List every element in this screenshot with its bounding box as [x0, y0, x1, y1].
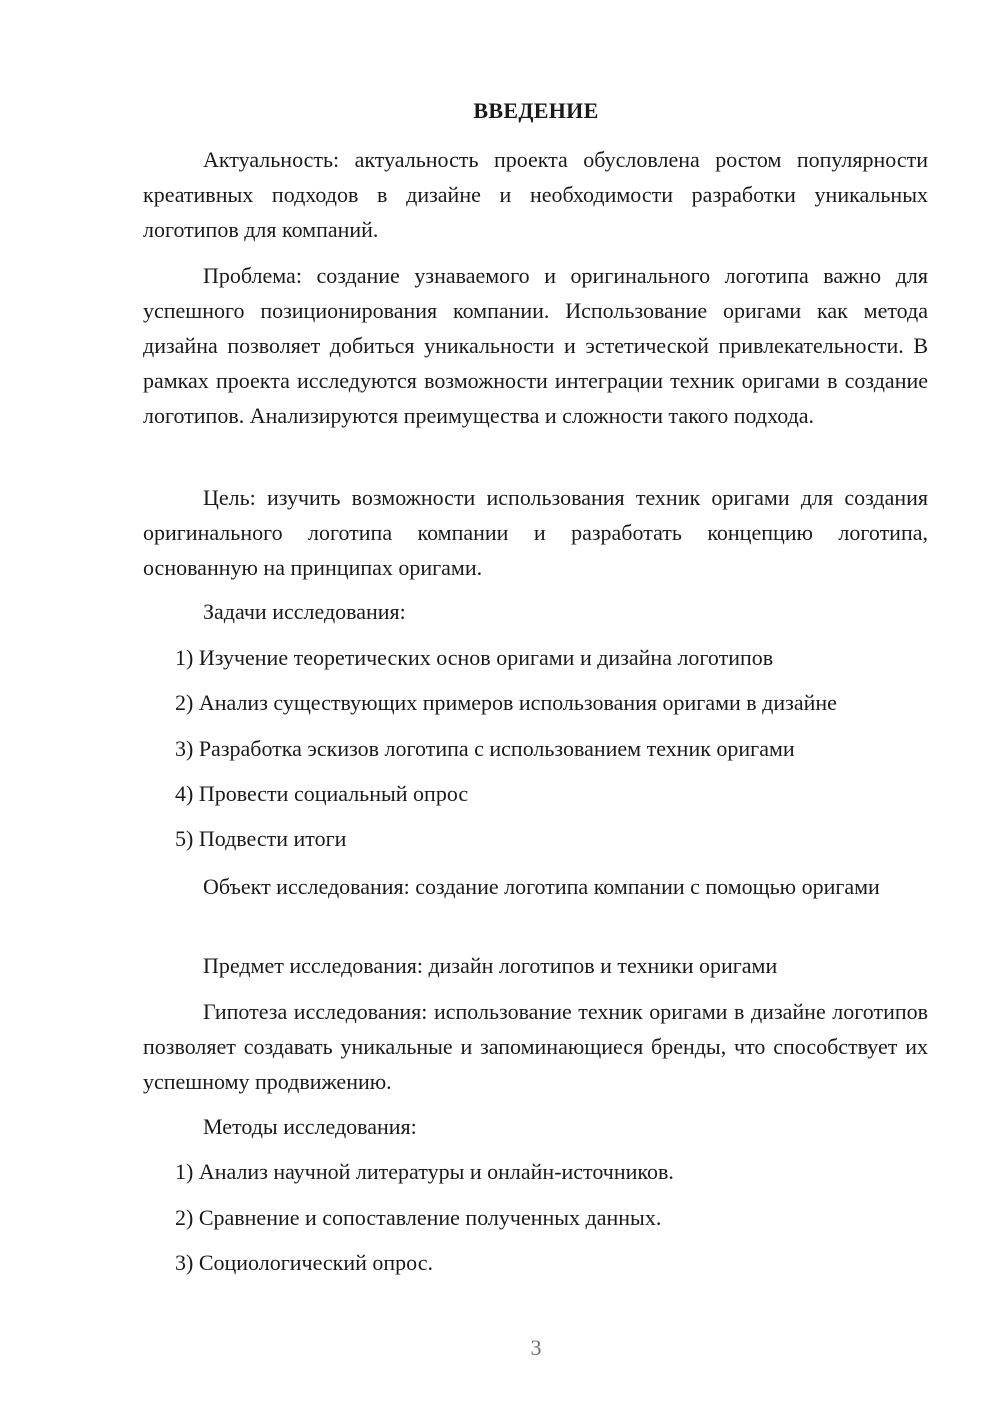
relevance-paragraph: Актуальность: актуальность проекта обусловлена ростом популярности креативных подходов в дизайне и необходимости разработки уникальных логотипов для компаний. — [143, 147, 928, 242]
method-item: 3) Социологический опрос. — [175, 1250, 433, 1275]
page-number: 3 — [530, 1335, 542, 1360]
task-item: 1) Изучение теоретических основ оригами и дизайна логотипов — [175, 645, 774, 670]
task-item: 2) Анализ существующих примеров использования оригами в дизайне — [175, 690, 837, 715]
problem-paragraph: Проблема: создание узнаваемого и оригинального логотипа важно для успешного позиционирования компании. Использование оригами как метода дизайна позволяет добиться уникальности и эстетической привлекательности. В рамках проекта исследуются возможности интеграции техник оригами в создание логотипов. Анализируются преимущества и сложности такого подхода. — [143, 263, 928, 428]
methods-heading: Методы исследования: — [203, 1114, 417, 1139]
tasks-heading: Задачи исследования: — [203, 599, 406, 624]
page-title: ВВЕДЕНИЕ — [473, 98, 599, 123]
method-item: 1) Анализ научной литературы и онлайн-источников. — [175, 1159, 674, 1184]
task-item: 3) Разработка эскизов логотипа с использованием техник оригами — [175, 736, 795, 761]
goal-paragraph: Цель: изучить возможности использования техник оригами для создания оригинального логотипа компании и разработать концепцию логотипа, основанную на принципах оригами. — [143, 485, 928, 580]
object-paragraph: Объект исследования: создание логотипа компании с помощью оригами — [203, 874, 880, 899]
hypothesis-paragraph: Гипотеза исследования: использование техник оригами в дизайне логотипов позволяет создавать уникальные и запоминающиеся бренды, что способствует их успешному продвижению. — [143, 999, 928, 1094]
subject-paragraph: Предмет исследования: дизайн логотипов и техники оригами — [203, 953, 778, 978]
method-item: 2) Сравнение и сопоставление полученных данных. — [175, 1205, 662, 1230]
task-item: 5) Подвести итоги — [175, 826, 347, 851]
task-item: 4) Провести социальный опрос — [175, 781, 469, 806]
